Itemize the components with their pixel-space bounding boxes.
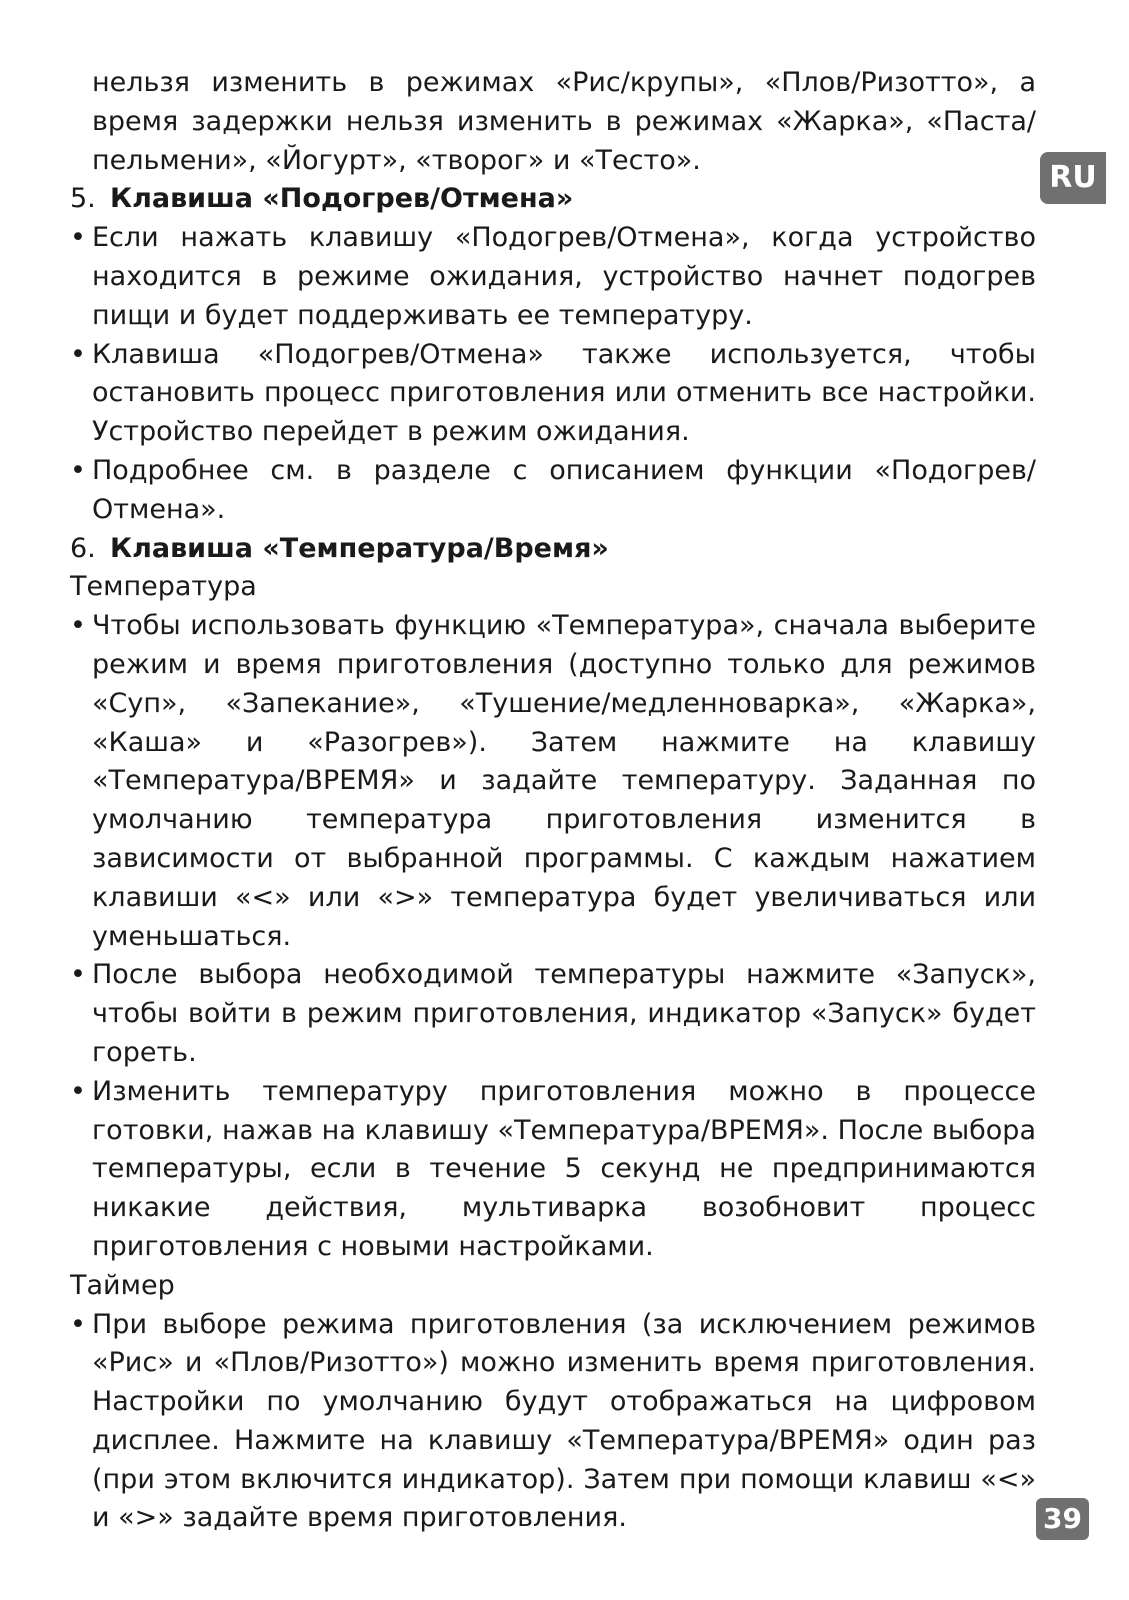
list-item-text: При выборе режима приготовления (за исключением режимов «Рис» и «Плов/Ризотто») можно изменить время приготовления. Настройки по умолчанию будут отображаться на цифровом дисплее. Нажмите на клавишу «Температура/ВРЕМЯ» один раз (при этом включится индикатор). Затем при помощи клавиш «<» и «>» задайте время приготовления. [92,1308,1036,1534]
timer-subheading: Таймер [70,1269,175,1301]
continuation-paragraph: нельзя изменить в режимах «Рис/крупы», «Плов/Ризотто», а время задержки нельзя изменить в режимах «Жарка», «Паста/пельмени», «Йогурт», «творог» и «Тесто». [92,67,1036,176]
list-item [70,607,1036,956]
section-5-heading [70,180,1036,219]
temperature-subheading: Температура [70,571,257,603]
list-item-text: Клавиша «Подогрев/Отмена» также используется, чтобы остановить процесс приготовления или отменить все настройки. Устройство перейдет в режим ожидания. [92,338,1036,448]
list-item-text: Изменить температуру приготовления можно в процессе готовки, нажав на клавишу «Температура/ВРЕМЯ». После выбора температуры, если в течение 5 секунд не предпринимаются никакие действия, мультиварка возобновит процесс приготовления с новыми настройками. [92,1075,1036,1262]
section-6-number: 6. [70,532,96,564]
language-tab: RU [1040,152,1106,204]
page-content [70,64,1036,1538]
list-item [70,219,1036,335]
bullet-icon: • [70,959,86,991]
list-item [70,336,1036,452]
section-5-title: Клавиша «Подогрев/Отмена» [110,183,574,215]
list-item-text: После выбора необходимой температуры нажмите «Запуск», чтобы войти в режим приготовления, индикатор «Запуск» будет гореть. [92,959,1036,1068]
section-5-number: 5. [70,183,96,215]
bullet-icon: • [70,1075,86,1107]
list-item-text: Если нажать клавишу «Подогрев/Отмена», когда устройство находится в режиме ожидания, устройство начнет подогрев пищи и будет поддерживать ее температуру. [92,222,1036,331]
bullet-icon: • [70,1308,86,1340]
bullet-icon: • [70,222,86,254]
list-item-text: Подробнее см. в разделе с описанием функции «Подогрев/Отмена». [92,454,1036,525]
section-6-heading [70,530,1036,569]
list-item [70,1073,1036,1267]
bullet-icon: • [70,338,86,370]
section-6-title: Клавиша «Температура/Время» [110,532,609,564]
list-item [70,452,1036,530]
page-number: 39 [1036,1498,1089,1540]
list-item [70,1306,1036,1539]
bullet-icon: • [70,610,86,642]
list-item-text: Чтобы использовать функцию «Температура», сначала выберите режим и время приготовления (доступно только для режимов «Суп», «Запекание», «Тушение/медленноварка», «Жарка», «Каша» и «Разогрев»). Затем нажмите на клавишу «Температура/ВРЕМЯ» и задайте температуру. Заданная по умолчанию температура приготовления изменится в зависимости от выбранной программы. С каждым нажатием клавиши «<» или «>» температура будет увеличиваться или уменьшаться. [92,610,1036,952]
bullet-icon: • [70,454,86,486]
list-item [70,956,1036,1072]
